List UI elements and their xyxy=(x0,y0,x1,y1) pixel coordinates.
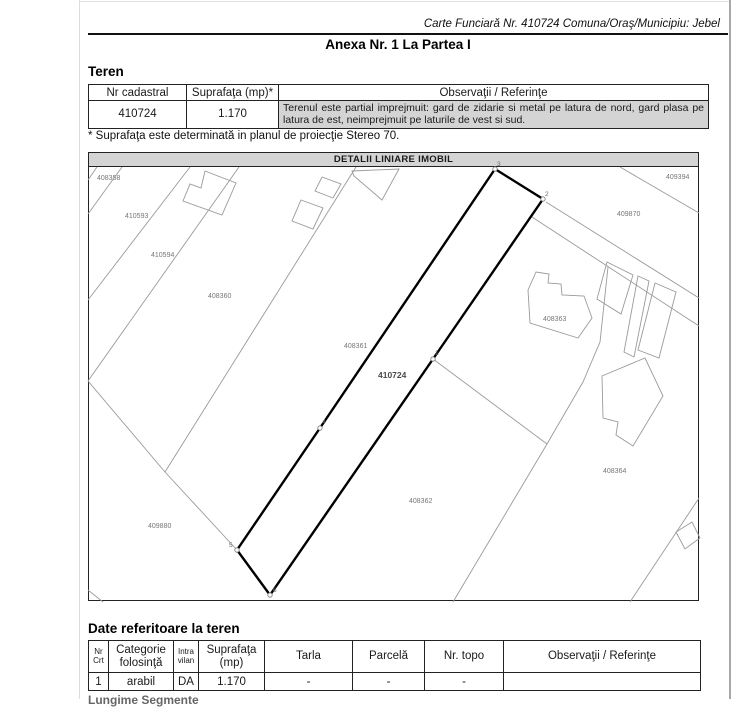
col-header-suprafata: Suprafaţa (mp)* xyxy=(187,85,279,101)
vertex-marker xyxy=(318,426,322,430)
teren-table xyxy=(88,84,709,129)
map-title: DETALII LINIARE IMOBIL xyxy=(89,153,698,167)
col-header-categorie: Categorie folosinţă xyxy=(109,641,174,673)
vertex-marker xyxy=(268,593,272,597)
cell-nr-topo: - xyxy=(425,673,504,691)
page-top-edge xyxy=(79,1,731,2)
parcel-label: 409394 xyxy=(666,174,690,181)
cell-nr-cadastral: 410724 xyxy=(89,101,187,129)
suprafata-footnote: * Suprafaţa este determinată in planul de proiecţie Stereo 70. xyxy=(88,130,400,142)
col-header-observatii-ref: Observaţii / Referinţe xyxy=(504,641,701,673)
boundary-line xyxy=(88,167,239,381)
cell-observatii: Terenul este partial imprejmuit: gard de zidarie si metal pe latura de nord, gard plasa pe latura de est, neimprejmuit pe laturile de vest si sud. xyxy=(279,101,709,129)
col-header-tarla: Tarla xyxy=(265,641,353,673)
vertex-label: 4 xyxy=(322,419,326,426)
date-teren-data-row xyxy=(89,673,701,691)
boundary-line xyxy=(532,217,699,326)
date-teren-heading: Date referitoare la teren xyxy=(88,621,240,636)
building-outline xyxy=(597,262,633,314)
cell-categorie: arabil xyxy=(109,673,174,691)
cell-suprafata-mp: 1.170 xyxy=(199,673,265,691)
col-header-suprafata-mp: Suprafaţa (mp) xyxy=(199,641,265,673)
parcel-label: 410594 xyxy=(151,252,175,259)
parcel-label: 408362 xyxy=(409,498,433,505)
cell-intra-vilan: DA xyxy=(174,673,199,691)
map-plot xyxy=(89,161,698,601)
parcel-label: 409870 xyxy=(617,211,641,218)
parcel-label: 408361 xyxy=(344,343,368,350)
parcel-label: 408364 xyxy=(603,468,627,475)
boundary-line xyxy=(630,498,699,602)
building-outline xyxy=(676,522,700,549)
parcel-outline-410724 xyxy=(237,169,543,595)
parcel-label: 410593 xyxy=(125,213,149,220)
col-header-nr-cadastral: Nr cadastral xyxy=(89,85,187,101)
vertex-marker xyxy=(235,548,239,552)
date-teren-header-row xyxy=(89,641,701,673)
parcel-label-main: 410724 xyxy=(378,370,407,380)
annex-title: Anexa Nr. 1 La Partea I xyxy=(325,37,471,52)
cell-suprafata: 1.170 xyxy=(187,101,279,129)
boundary-line xyxy=(88,590,103,602)
vertex-label: 6 xyxy=(273,587,277,594)
parcel-label: 409880 xyxy=(148,523,172,530)
cadastral-map xyxy=(88,152,699,601)
col-header-parcela: Parcelă xyxy=(353,641,425,673)
page-left-edge xyxy=(79,0,80,699)
carte-funciara-header: Carte Funciară Nr. 410724 Comuna/Oraş/Municipiu: Jebel xyxy=(423,18,720,30)
building-outline xyxy=(352,169,399,200)
date-teren-table xyxy=(88,640,701,691)
vertex-label: 2 xyxy=(545,191,549,198)
building-outline xyxy=(528,272,592,338)
col-header-observatii: Observaţii / Referinţe xyxy=(279,85,709,101)
teren-heading: Teren xyxy=(88,64,124,79)
building-outline xyxy=(602,358,663,446)
building-outline xyxy=(315,177,341,198)
teren-table-header-row xyxy=(89,85,709,101)
cell-parcela: - xyxy=(353,673,425,691)
parcel-label: 408358 xyxy=(97,175,121,182)
vertex-label: 3 xyxy=(497,161,501,168)
cell-observatii-ref xyxy=(504,673,701,691)
cell-tarla: - xyxy=(265,673,353,691)
boundary-line xyxy=(165,167,356,472)
parcel-label: 408363 xyxy=(543,316,567,323)
header-rule xyxy=(88,33,728,35)
vertex-marker xyxy=(431,357,435,361)
building-outline xyxy=(638,283,676,358)
page-right-edge xyxy=(729,0,731,699)
cell-nr-crt: 1 xyxy=(89,673,109,691)
col-header-intra-vilan: Intra vilan xyxy=(174,641,199,673)
lungime-segmente-partial-heading: Lungime Segmente xyxy=(88,693,199,707)
boundary-line xyxy=(88,167,190,300)
boundary-line xyxy=(433,359,547,444)
col-header-nr-crt: Nr Crt xyxy=(89,641,109,673)
building-outline xyxy=(624,276,649,357)
boundary-line xyxy=(453,267,608,602)
boundary-line xyxy=(88,167,97,180)
building-outline xyxy=(292,200,323,229)
vertex-label: 1 xyxy=(435,350,439,357)
parcel-label: 408360 xyxy=(208,293,232,300)
teren-table-data-row xyxy=(89,101,709,129)
vertex-label: 5 xyxy=(229,542,233,549)
col-header-nr-topo: Nr. topo xyxy=(425,641,504,673)
